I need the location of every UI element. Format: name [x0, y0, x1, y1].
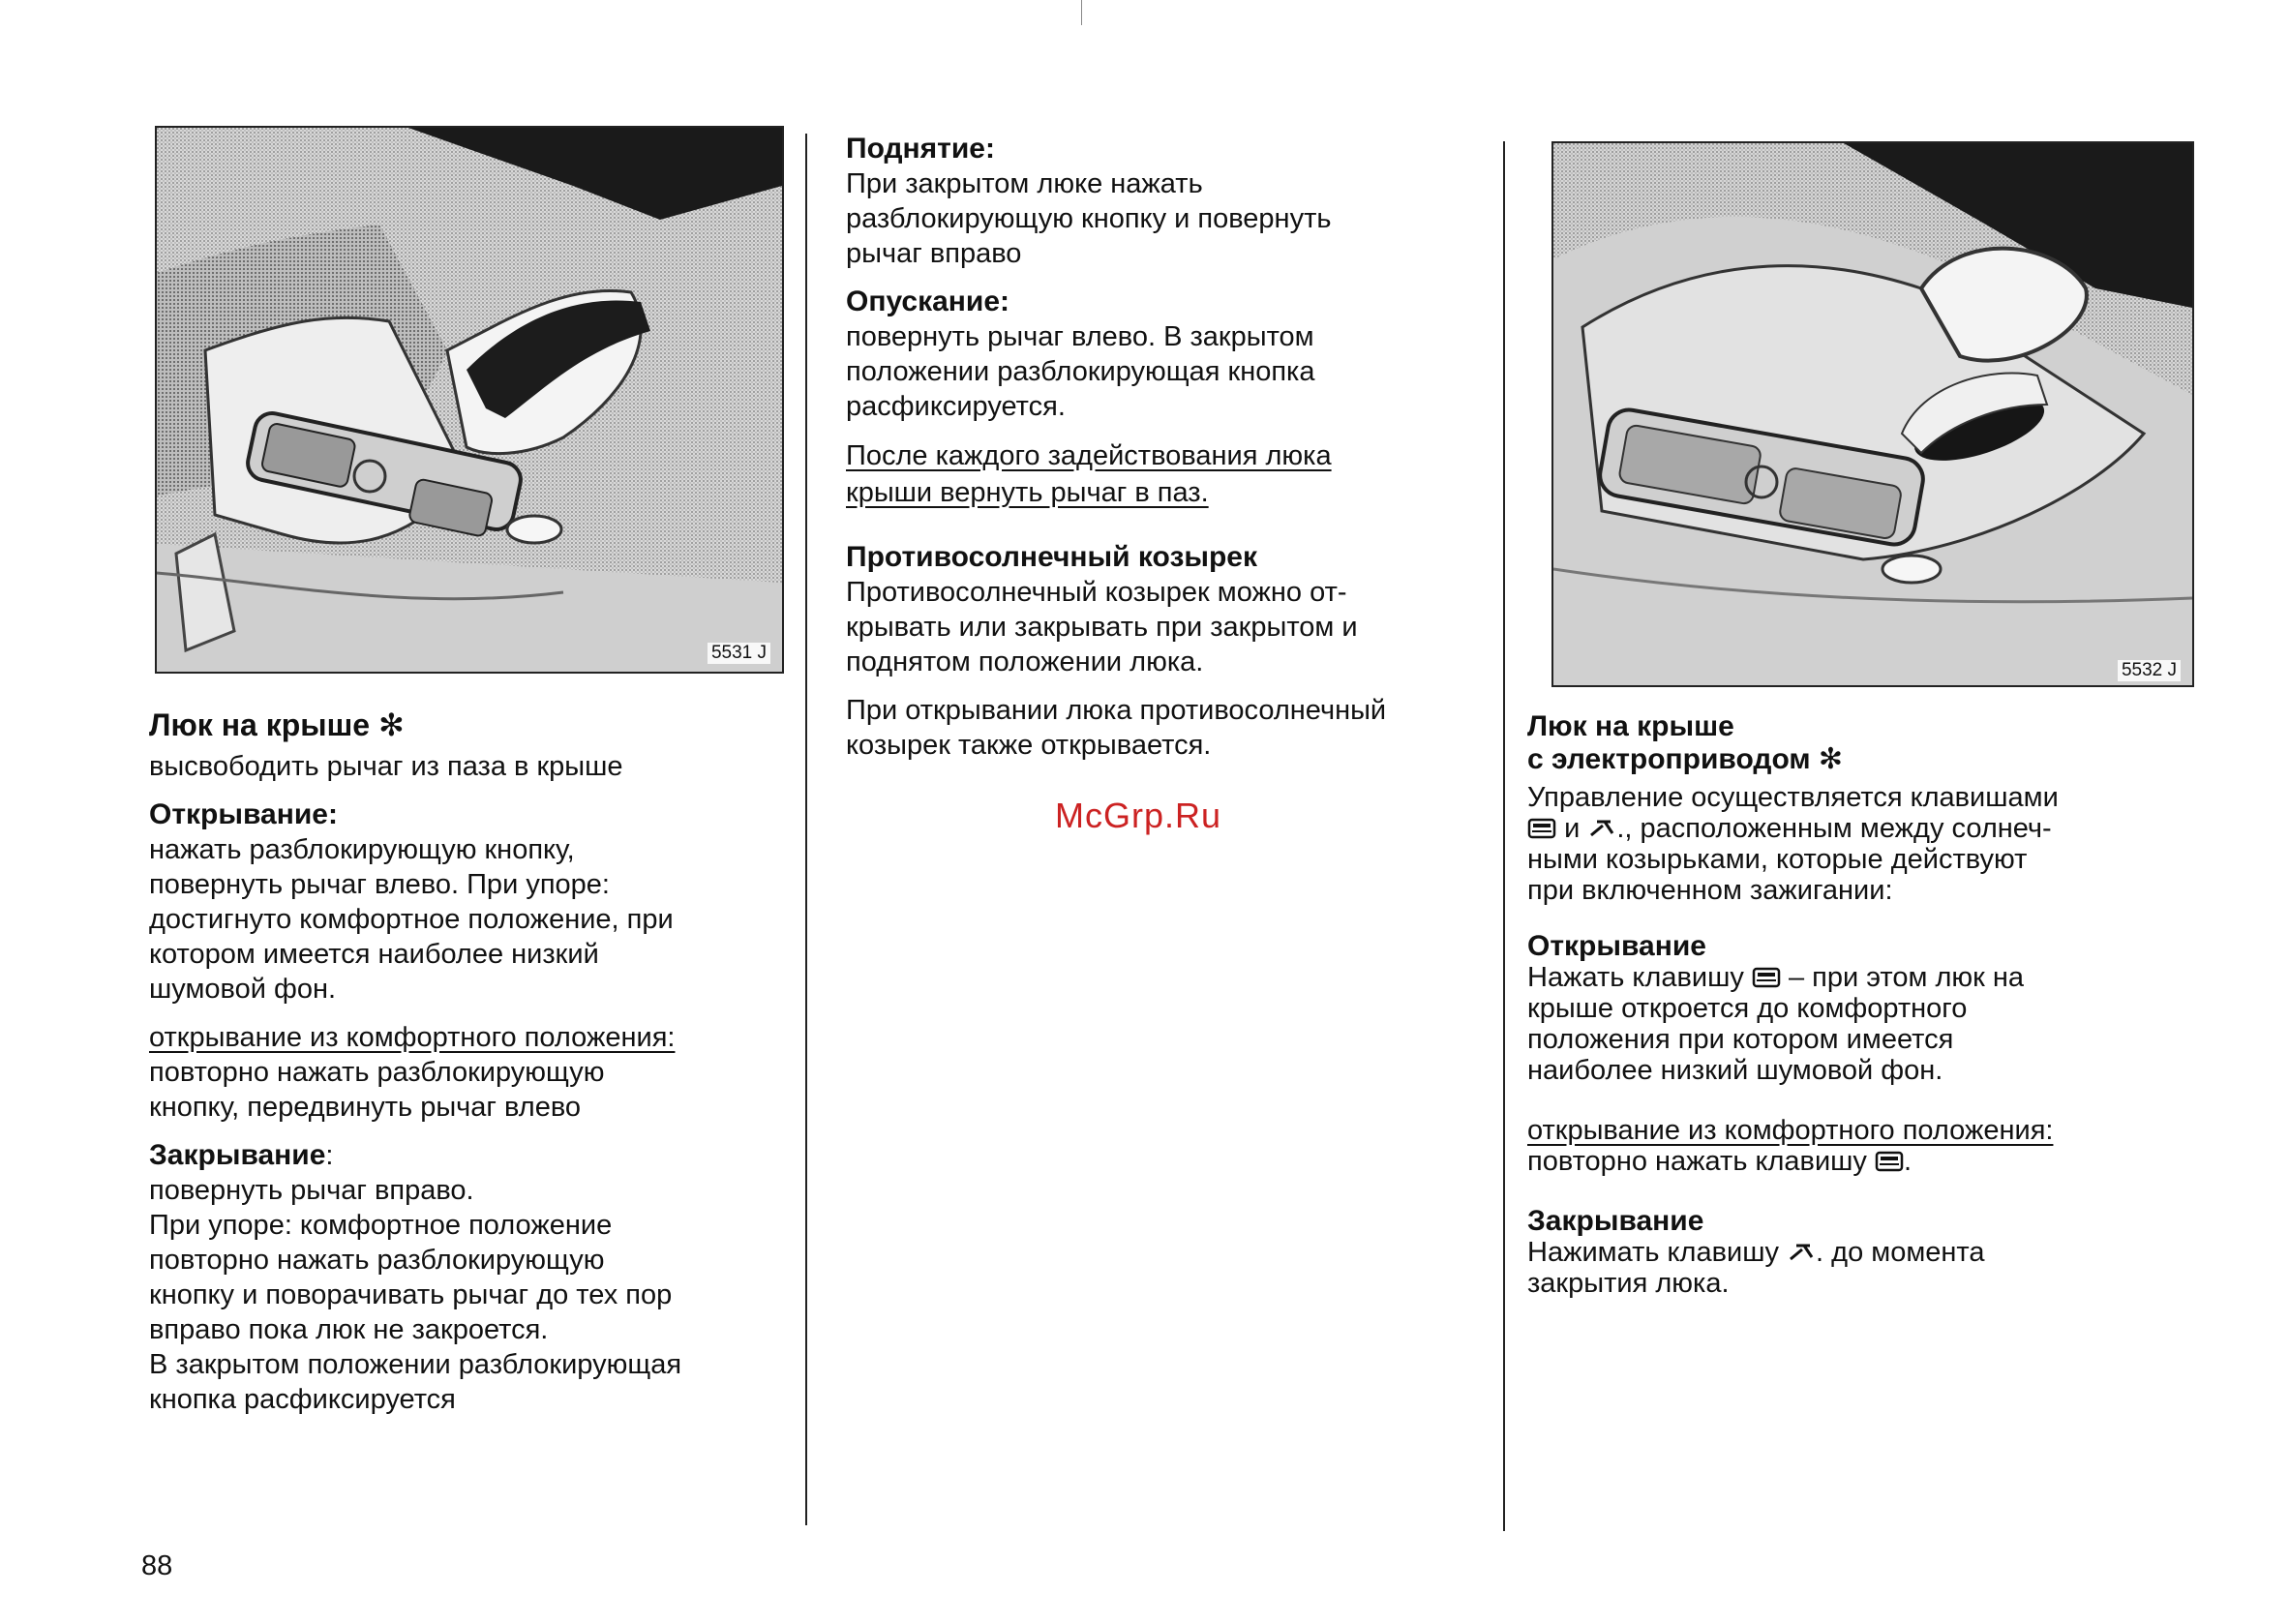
raise-text: При закрытом люке нажать разблокирующую кнопку и повернуть рычаг вправо	[846, 168, 1332, 269]
lower-heading: Опускание:	[846, 286, 1010, 317]
page-number: 88	[141, 1550, 173, 1581]
closing-line1-start: Нажимать клавишу	[1527, 1237, 1779, 1268]
lever-return-note: После каждого задействования люка крыши вернуть рычаг в паз.	[846, 440, 1332, 508]
closing-heading-line	[149, 1138, 798, 1173]
watermark: McGrp.Ru	[1055, 796, 1222, 835]
closing-line1	[1527, 1237, 2205, 1268]
sunroof-open-key-icon	[1527, 818, 1556, 839]
intro-line1: Управление осуществляется клавишами	[1527, 782, 2059, 813]
raise-heading: Поднятие:	[846, 133, 995, 165]
electric-comfort-text	[1527, 1146, 2205, 1177]
closing-line1-end: . до момента	[1816, 1237, 1985, 1268]
electric-intro	[1527, 782, 2205, 906]
sunroof-open-key-icon	[1875, 1151, 1904, 1172]
closing-heading: Закрывание	[149, 1139, 326, 1171]
sunroof-lever-illustration	[157, 128, 782, 672]
closing-heading-colon: :	[325, 1140, 334, 1171]
figure-electric-sunroof	[1551, 141, 2194, 687]
sunroof-open-key-icon	[1752, 967, 1781, 988]
comfort-opening-text: повторно нажать разблокирующую кнопку, передвинуть рычаг влево	[149, 1057, 605, 1123]
closing-rest: закрытия люка.	[1527, 1268, 1730, 1299]
sunroof-close-key-icon	[1787, 1242, 1816, 1263]
figure-caption-left: 5531 J	[708, 643, 770, 664]
opening-line1-end: – при этом люк на	[1788, 962, 2025, 993]
column-3	[1527, 710, 2205, 1299]
comfort-opening-heading: открывание из комфортного положения:	[149, 1022, 676, 1053]
intro-and: и	[1564, 813, 1581, 844]
sunroof-close-key-icon	[1587, 818, 1616, 839]
intro-line2	[1527, 813, 2205, 844]
opening-line1-start: Нажать клавишу	[1527, 962, 1744, 993]
sunshade-note: При открывании люка противосолнечный козырек также открывается.	[846, 695, 1387, 761]
opening-line1	[1527, 962, 2205, 993]
electric-sunroof-title-line1: Люк на крыше	[1527, 710, 1734, 742]
column-divider-right	[1503, 141, 1505, 1531]
electric-opening-text	[1527, 962, 2205, 1086]
lower-text: повернуть рычаг влево. В закрытом положении разблокирующая кнопка расфиксируется.	[846, 321, 1315, 422]
opening-text: нажать разблокирующую кнопку, повернуть рычаг влево. При упоре: достигнуто комфортное положение, при котором имеется наиболее низкий шумовой фон.	[149, 834, 674, 1005]
electric-sunroof-title-line2: с электроприводом ✻	[1527, 743, 1844, 775]
column-2	[846, 132, 1494, 763]
column-divider-left	[805, 134, 807, 1525]
sunroof-intro: высвободить рычаг из паза в крыше	[149, 751, 623, 782]
figure-manual-sunroof	[155, 126, 784, 674]
column-1	[149, 707, 798, 1417]
section-title-sunroof: Люк на крыше ✻	[149, 707, 405, 742]
electric-comfort-heading: открывание из комфортного положения:	[1527, 1115, 2054, 1146]
electric-closing-text	[1527, 1237, 2205, 1299]
sunshade-heading: Противосолнечный козырек	[846, 541, 1257, 573]
top-crop-mark	[1081, 0, 1082, 25]
electric-closing-heading: Закрывание	[1527, 1205, 1704, 1237]
comfort-line-start: повторно нажать клавишу	[1527, 1146, 1867, 1177]
opening-heading: Открывание:	[149, 798, 338, 830]
intro-rest: ными козырьками, которые действуют при включенном зажигании:	[1527, 844, 2028, 906]
intro-line2-rest: ., расположенным между солнеч-	[1616, 813, 2052, 844]
closing-text: повернуть рычаг вправо. При упоре: комфортное положение повторно нажать разблокирующую кнопку и поворачивать рычаг до тех пор вправо пока люк не закроется. В закрытом положении разблокирующая кнопка расфиксируется	[149, 1175, 682, 1415]
comfort-line-end: .	[1904, 1146, 1913, 1177]
electric-sunroof-illustration	[1553, 143, 2192, 685]
opening-rest: крыше откроется до комфортного положения при котором имеется наиболее низкий шумовой фон.	[1527, 993, 1968, 1086]
figure-caption-right: 5532 J	[2118, 660, 2181, 681]
electric-opening-heading: Открывание	[1527, 930, 1706, 962]
sunshade-text: Противосолнечный козырек можно от- крывать или закрывать при закрытом и поднятом положении люка.	[846, 577, 1358, 677]
